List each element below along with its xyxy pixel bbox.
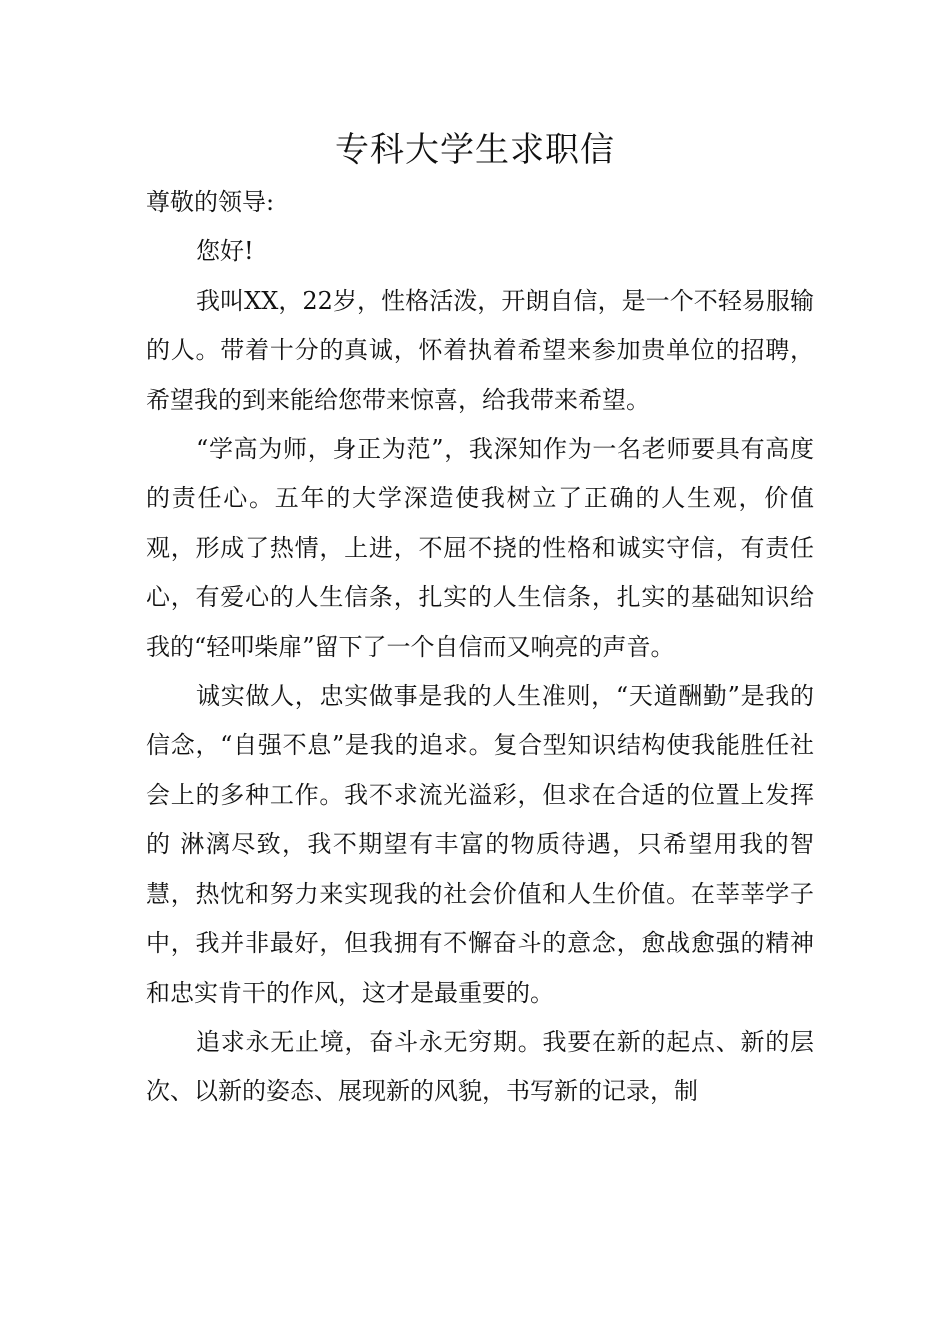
paragraph-pursuit: 追求永无止境，奋斗永无穷期。我要在新的起点、新的层次、以新的姿态、展现新的风貌，书写新的记录，制 — [146, 1027, 814, 1106]
document-title: 专科大学生求职信 — [335, 130, 615, 170]
paragraph-principles: 诚实做人，忠实做事是我的人生准则，“天道酬勤”是我的信念，“自强不息”是我的追求。复合型知识结构使我能胜任社会上的多种工作。我不求流光溢彩，但求在合适的位置上发挥的 淋漓尽致，我不期望有丰富的物质待遇，只希望用我的智慧，热忱和努力来实现我的社会价值和人生价值。在莘莘学子中，我并非最好，但我拥有不懈奋斗的意念，愈战愈强的精神和忠实肯干的作风，这才是最重要的。 — [146, 682, 814, 1007]
salutation: 尊敬的领导: — [146, 188, 275, 216]
paragraph-intro: 我叫XX，22岁，性格活泼，开朗自信，是一个不轻易服输的人。带着十分的真诚，怀着执着希望来参加贵单位的招聘，希望我的到来能给您带来惊喜，给我带来希望。 — [146, 286, 814, 414]
greeting: 您好! — [196, 237, 254, 266]
paragraph-responsibility: “学高为师，身正为范”，我深知作为一名老师要具有高度的责任心。五年的大学深造使我树立了正确的人生观，价值观，形成了热情，上进，不屈不挠的性格和诚实守信，有责任心，有爱心的人生信条，扎实的人生信条，扎实的基础知识给我的“轻叩柴扉”留下了一个自信而又响亮的声音。 — [146, 435, 814, 661]
letter-body — [146, 178, 814, 1117]
